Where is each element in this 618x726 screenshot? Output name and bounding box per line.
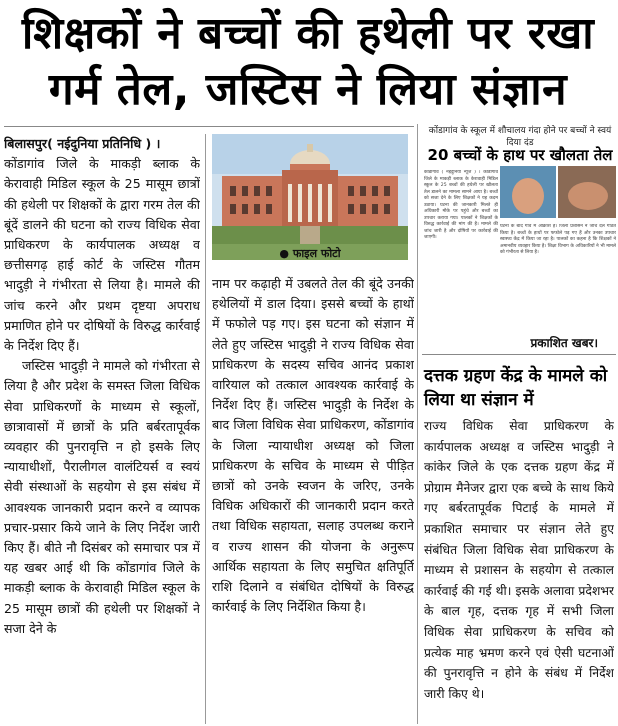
sidebar-body-left: कोंडागांव ( नईदुनिया न्यूज ) । कोंडागांव जिले के माकड़ी ब्लाक के केरावाही मिडिल स्कूल के 25 बच्चों की हथेली पर खौलता तेल डालने का मामला सामने आया है। बच्चों को सजा देने के लिए शिक्षकों ने यह कदम उठाया। घटना की जानकारी मिलते ही अधिकारी मौके पर पहुंचे और बच्चों का उपचार कराया गया। पालकों ने शिक्षकों के विरुद्ध कार्रवाई की मांग की है। मामले की जांच जारी है और दोषियों पर कार्रवाई की जाएगी। <box>424 170 498 240</box>
high-court-photo <box>212 134 408 260</box>
photo-caption: ● फाइल फोटो <box>279 247 341 260</box>
headline-line-1: शिक्षकों ने बच्चों की हथेली पर रखा <box>21 8 595 59</box>
sidebar-headline: 20 बच्चों के हाथ पर खौलता तेल <box>427 146 613 164</box>
column-divider <box>417 124 418 724</box>
divider <box>422 354 616 355</box>
dateline: बिलासपुर( नईदुनिया प्रतिनिधि ) । <box>4 136 161 151</box>
article-paragraph-3: नाम पर कढ़ाही में उबलते तेल की बूंदे उनकी हथेलियों में डाल दिया। इससे बच्चों के हाथों में फफोले पड़ गए। इस घटना को संज्ञान में लेते हुए जस्टिस भादुड़ी ने राज्य विधिक सेवा प्राधिकरण के सदस्य सचिव आनंद प्रकाश वारियाल को तत्काल आवश्यक कार्रवाई के निर्देश दिए हैं। जस्टिस भादुड़ी के निर्देश के बाद जिला विधिक सेवा प्राधिकरण, कोंडागांव के जिला न्यायाधीश अध्यक्ष को जिला प्राधिकरण के सचिव के माध्यम से पीड़ित छात्रों को उनके स्वजन के जरिए, उनके विधिक अधिकारों की जानकारी प्रदान करते तथा विधिक सहायता, सलाह उपलब्ध कराने व राज्य शासन की योजना के अनुरूप आर्थिक सहायता के लिए समुचित क्षतिपूर्ति राशि दिलाने व संबंधित दोषियों के विरुद्ध कार्रवाई के लिए निर्देशित किया है। <box>212 276 414 615</box>
second-story-headline: दत्तक ग्रहण केंद्र के मामले को लिया था संज्ञान में <box>424 366 608 410</box>
article-paragraph-1: कोंडागांव जिले के माकड़ी ब्लाक के केरावाही मिडिल स्कूल के 25 मासूम छात्रों की हथेली पर शिक्षकों के द्वारा गरम तेल की बूंदें डालने की घटना को राज्य विधिक सेवा प्राधिकरण के कार्यपालक अध्यक्ष व छत्तीसगढ़ हाई कोर्ट के जस्टिस गौतम भादुड़ी ने गंभीरता से लिया है। मामले की जांच करने और प्रथम दृष्टया अपराध प्रमाणित होने पर दोषियों के विरुद्ध कार्रवाई के निर्देश दिए हैं। <box>4 156 200 354</box>
article-column-1 <box>4 134 200 724</box>
headline <box>8 6 608 118</box>
article-column-2 <box>212 274 414 724</box>
hand-burn-photo <box>500 166 616 218</box>
sidebar-body-right: घटना के बाद गांव में आक्रोश है। जिला प्रशासन ने जांच दल गठित किया है। बच्चों के हाथों पर फफोले पड़ गए हैं और उनका उपचार स्वास्थ्य केंद्र में किया जा रहा है। पालकों का कहना है कि शिक्षकों ने अमानवीय व्यवहार किया है। शिक्षा विभाग के अधिकारियों ने भी मामले को गंभीरता से लिया है। <box>500 224 616 255</box>
column-divider <box>205 134 206 724</box>
sidebar-image-caption: कोंडागांव के स्कूल में शौचालय गंदा होने पर बच्चों ने स्वयं दिया दंड <box>428 126 612 148</box>
second-story-body: राज्य विधिक सेवा प्राधिकरण के कार्यपालक अध्यक्ष व जस्टिस भादुड़ी ने कांकेर जिले के एक दत्तक ग्रहण केंद्र में प्रोग्राम मैनेजर द्वारा एक बच्चे के साथ किये गए बर्बरतापूर्वक पिटाई के मामले में प्रकाशित समाचार पर संज्ञान लेते हुए संबंधित जिला विधिक सेवा प्राधिकरण के माध्यम से प्रशासन के सहयोग से तत्काल कार्रवाई की गई थी। इसके अलावा प्रदेशभर के बाल गृह, दत्तक गृह में सभी जिला विधिक सेवा प्राधिकरण के सचिव को प्रत्येक माह भ्रमण करने एवं ऐसी घटनाओं की पुनरावृत्ति न होने के संबंध में निर्देश जारी किए थे। <box>424 419 614 701</box>
divider <box>4 126 414 127</box>
article-paragraph-2: जस्टिस भादुड़ी ने मामले को गंभीरता से लिया है और प्रदेश के समस्त जिला विधिक सेवा प्राधिकरणों के माध्यम से स्कूलों, छात्रावासों में छात्रों के प्रति बर्बरतापूर्वक व्यवहार की पुनरावृत्ति न हो इसके लिए न्यायाधीशों, पैरालीगल वालंटियर्स व स्वयं सेवी संस्थाओं के सहयोग से इस संबंध में आवश्यक जानकारी प्रदान करने व व्यापक प्रचार-प्रसार किये जाने के लिए निर्देश जारी किए हैं। बीते नौ दिसंबर को समाचार पत्र में यह खबर आई थी कि कोंडागांव जिले के माकड़ी ब्लाक के केरावाही मिडिल स्कूल के 25 मासूम छात्रों की हथेली पर शिक्षकों ने सजा देने के <box>4 358 200 636</box>
headline-line-2: गर्म तेल, जस्टिस ने लिया संज्ञान <box>48 64 568 115</box>
sidebar-credit: प्रकाशित खबर। <box>530 336 598 350</box>
